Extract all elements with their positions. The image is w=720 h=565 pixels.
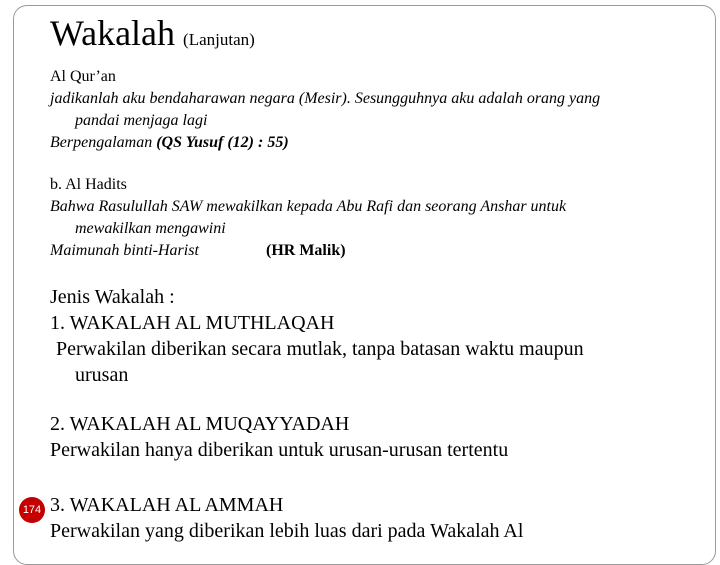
item-3-desc: Perwakilan yang diberikan lebih luas dari pada Wakalah Al [50, 520, 524, 542]
item-2-desc: Perwakilan hanya diberikan untuk urusan-urusan tertentu [50, 439, 509, 461]
quran-line-3-text: Berpengalaman [50, 134, 157, 151]
item-1-title: 1. WAKALAH AL MUTHLAQAH [50, 312, 335, 334]
item-1-desc-1: Perwakilan diberikan secara mutlak, tanpa batasan waktu maupun [56, 338, 584, 360]
hadits-reference: (HR Malik) [266, 242, 346, 259]
hadits-line-3-text: Maimunah binti-Harist [50, 242, 199, 259]
page-number-badge: 174 [19, 497, 45, 523]
quran-line-3 [50, 132, 600, 154]
jenis-heading: Jenis Wakalah : [50, 286, 175, 308]
hadits-line-3 [50, 240, 566, 262]
item-3 [50, 492, 523, 544]
hadits-line-2: mewakilkan mengawini [75, 220, 226, 237]
quran-reference: (QS Yusuf (12) : 55) [156, 134, 289, 151]
hadits-line-1: Bahwa Rasulullah SAW mewakilkan kepada Abu Rafi dan seorang Anshar untuk [50, 198, 567, 215]
title-main: Wakalah [50, 13, 176, 53]
item-2 [50, 411, 508, 463]
quran-line-2: pandai menjaga lagi [75, 112, 208, 129]
jenis-section [50, 284, 584, 388]
item-2-title: 2. WAKALAH AL MUQAYYADAH [50, 413, 350, 435]
quran-heading: Al Qur’an [50, 68, 116, 85]
item-3-title: 3. WAKALAH AL AMMAH [50, 494, 284, 516]
hadits-heading: b. Al Hadits [50, 176, 127, 193]
hadits-section [50, 174, 566, 262]
quran-section [50, 66, 600, 154]
item-1-desc-2: urusan [75, 364, 129, 386]
quran-line-1: jadikanlah aku bendaharawan negara (Mesir). Sesungguhnya aku adalah orang yang [50, 90, 601, 107]
slide-title [50, 12, 255, 54]
title-sub: (Lanjutan) [183, 30, 255, 49]
